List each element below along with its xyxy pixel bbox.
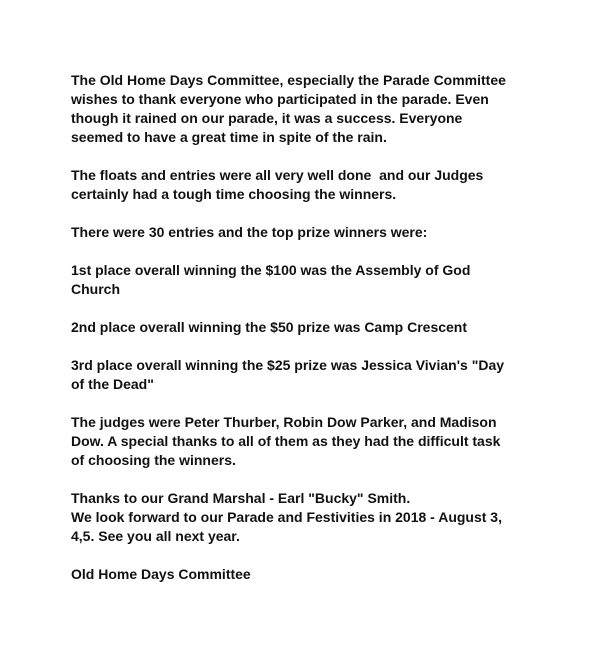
text-line: though it rained on our parade, it was a success. Everyone [71,110,463,126]
text-line: We look forward to our Parade and Festivities in 2018 - August 3, [71,509,502,525]
paragraph-floats [71,166,541,204]
paragraph-grand-marshal [71,489,541,546]
text-line: The Old Home Days Committee, especially the Parade Committee [71,72,506,88]
paragraph-second-place [71,318,541,337]
text-line: of the Dead" [71,376,154,392]
text-line: Church [71,281,120,297]
text-line: 4,5. See you all next year. [71,528,240,544]
text-line: The judges were Peter Thurber, Robin Dow Parker, and Madison [71,414,497,430]
text-line: 2nd place overall winning the $50 prize was Camp Crescent [71,319,468,335]
text-line: The floats and entries were all very well done and our Judges [71,167,484,183]
text-line: of choosing the winners. [71,452,236,468]
text-line: wishes to thank everyone who participated in the parade. Even [71,91,489,107]
text-line: Old Home Days Committee [71,566,251,582]
text-line: 1st place overall winning the $100 was the Assembly of God [71,262,471,278]
text-line: Thanks to our Grand Marshal - Earl "Bucky" Smith. [71,490,411,506]
letter-body [71,71,541,603]
paragraph-judges [71,413,541,470]
text-line: Dow. A special thanks to all of them as they had the difficult task [71,433,501,449]
paragraph-thanks [71,71,541,147]
paragraph-entries [71,223,541,242]
paragraph-third-place [71,356,541,394]
paragraph-first-place [71,261,541,299]
text-line: seemed to have a great time in spite of the rain. [71,129,387,145]
text-line: certainly had a tough time choosing the winners. [71,186,397,202]
signature [71,565,541,584]
text-line: 3rd place overall winning the $25 prize was Jessica Vivian's "Day [71,357,505,373]
text-line: There were 30 entries and the top prize winners were: [71,224,428,240]
